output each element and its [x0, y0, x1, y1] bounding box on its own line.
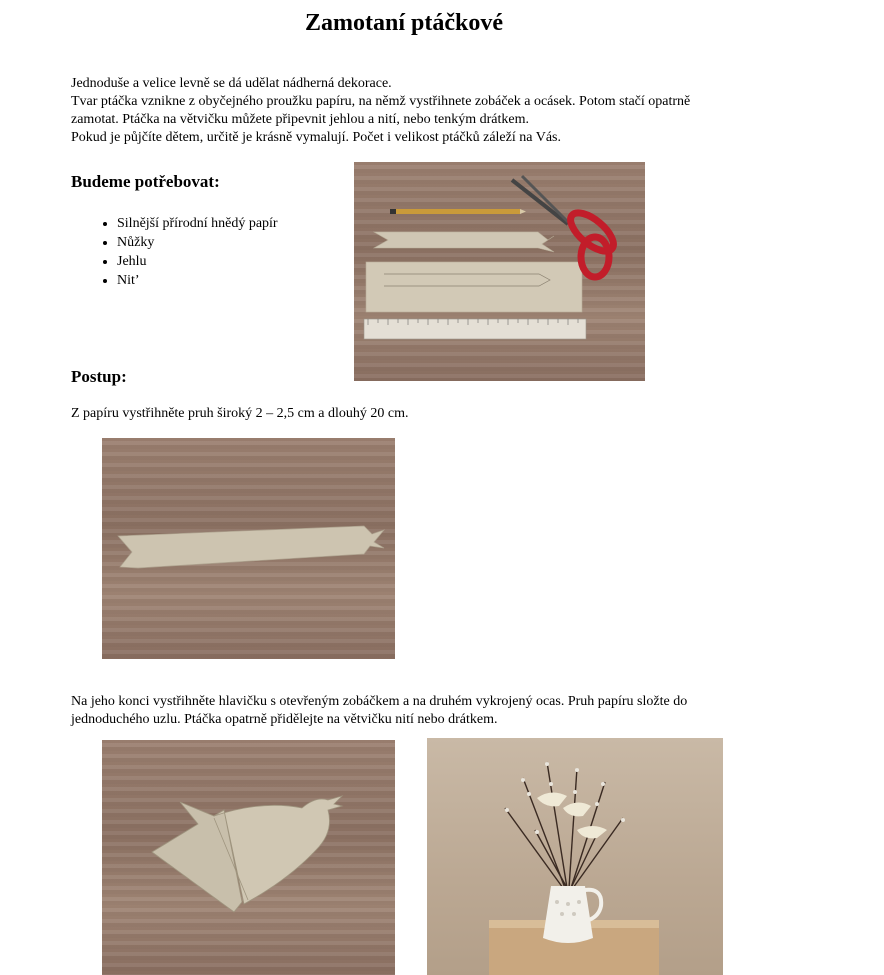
step-1-text: Z papíru vystřihněte pruh široký 2 – 2,5 cm a dlouhý 20 cm. [71, 406, 409, 421]
intro-text [71, 75, 731, 147]
intro-line-1: Jednoduše a velice levně se dá udělat nádherná dekorace. [71, 76, 392, 91]
folded-bird-illustration [102, 740, 395, 975]
folded-bird-photo [102, 740, 395, 975]
step-2-text: Na jeho konci vystřihněte hlavičku s otevřeným zobáčkem a na druhém vykrojený ocas. Pruh papíru složte do jednoduchého uzlu. Ptáčka opatrně přidělejte na větvičku nití nebo drátkem. [71, 694, 688, 727]
intro-line-3: Pokud je půjčíte dětem, určitě je krásně vymalují. Počet i velikost ptáčků záleží na Vás. [71, 130, 561, 145]
vase-photo [427, 738, 723, 975]
list-item: • Nit’ [117, 271, 278, 290]
steps-heading: Postup: [71, 367, 127, 386]
strip-illustration [102, 438, 395, 659]
strip-photo [102, 438, 395, 659]
needs-heading: Budeme potřebovat: [71, 172, 220, 191]
list-item: • Jehlu [117, 252, 278, 271]
needs-list [71, 214, 278, 290]
vase-illustration [427, 738, 723, 975]
list-item: • Silnější přírodní hnědý papír [117, 214, 278, 233]
materials-photo [354, 162, 645, 381]
materials-illustration [354, 162, 645, 381]
list-item: • Nůžky [117, 233, 278, 252]
page-title: Zamotaní ptáčkové [305, 10, 503, 36]
intro-line-2: Tvar ptáčka vznikne z obyčejného proužku papíru, na němž vystřihnete zobáček a ocásek. Potom stačí opatrně zamotat. Ptáčka na větvičku můžete připevnit jehlou a nití, nebo tenkým drátkem. [71, 94, 691, 127]
